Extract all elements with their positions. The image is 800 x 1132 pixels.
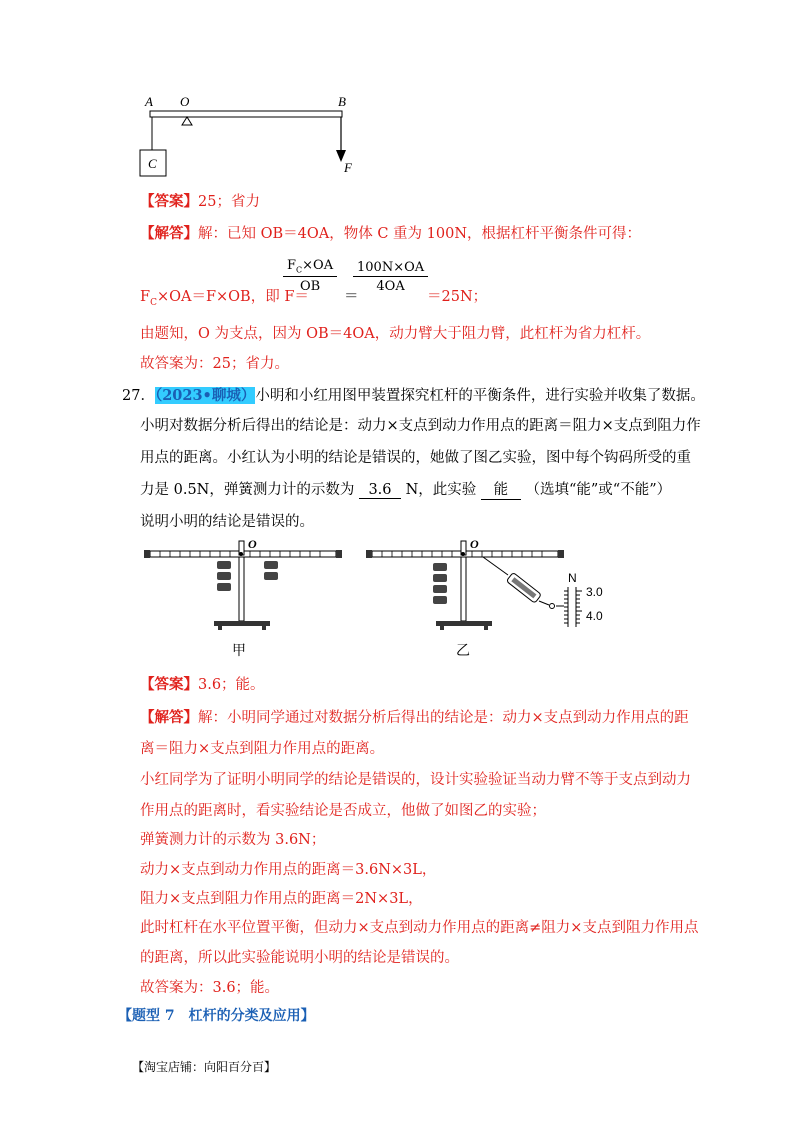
q27-stem-3: 用点的距离。小红认为小明的结论是错误的，她做了图乙实验，图中每个钩码所受的重 [140, 450, 691, 466]
q27-sol-8: 此时杠杆在水平位置平衡，但动力×支点到动力作用点的距离≠阻力×支点到阻力作用点 [140, 920, 699, 936]
solution-tag: 【解答】 [140, 225, 198, 242]
label-C: C [148, 156, 157, 171]
label-B: B [338, 94, 346, 109]
q27-sol-6: 动力×支点到动力作用点的距离＝3.6N×3L， [140, 862, 437, 878]
fraction-2: $\frac{100N\times OA}{4OA}$ [353, 260, 428, 294]
q27-answer: 【答案】3.6；能。 [140, 676, 265, 693]
fig-jia-O: O [248, 537, 257, 551]
q27-stem-5: 说明小明的结论是错误的。 [140, 514, 314, 530]
lever-figure-jia [140, 535, 350, 660]
scale-4: 4.0 [586, 609, 603, 623]
blank-1: 3.6 [359, 482, 401, 499]
q27-sol-7: 阻力×支点到阻力作用点的距离＝2N×3L， [140, 891, 423, 907]
scale-unit: N [568, 571, 577, 585]
scale-reading [564, 587, 582, 627]
lever-figure-yi [362, 535, 632, 660]
q26-reason: 由题知，O 为支点，因为 OB＝4OA，动力臂大于阻力臂，此杠杆为省力杠杆。 [140, 326, 651, 342]
q27-source: （2023•聊城） [154, 387, 256, 404]
section-heading: 【题型 7 杠杆的分类及应用】 [118, 1008, 315, 1024]
weights-left [217, 561, 231, 591]
spring-scale [506, 572, 541, 603]
lever-bar [150, 111, 342, 117]
label-A: A [145, 94, 153, 109]
q27-sol-1: 【解答】解：小明同学通过对数据分析后得出的结论是：动力×支点到动力作用点的距 [140, 709, 689, 726]
fig-yi-O: O [470, 537, 479, 551]
scale-3: 3.0 [586, 585, 603, 599]
q27-sol-3: 小红同学为了证明小明同学的结论是错误的，设计实验验证当动力臂不等于支点到动力 [140, 772, 691, 788]
q27-stem-4: 力是 0.5N，弹簧测力计的示数为 3.6 N，此实验 能 （选填“能”或“不能”） [140, 478, 671, 500]
weights-left-yi [433, 563, 447, 604]
footer-shop: 【淘宝店铺：向阳百分百】 [132, 1060, 277, 1074]
q27-sol-4: 作用点的距离时，看实验结论是否成立，他做了如图乙的实验； [140, 803, 546, 819]
q27-sol-9: 的距离，所以此实验能说明小明的结论是错误的。 [140, 950, 459, 966]
fig-label-jia: 甲 [232, 643, 246, 659]
fig-label-yi: 乙 [456, 643, 470, 659]
answer-text: 25；省力 [198, 194, 260, 210]
q27-number: 27． [122, 388, 155, 404]
label-F: F [344, 160, 352, 175]
blank-2: 能 [481, 478, 521, 500]
lever-figure-1 [130, 92, 370, 182]
q26-equation: $F_C\times OA=F\times OB$，即 F＝ [140, 289, 309, 308]
answer-tag: 【答案】 [140, 193, 198, 210]
q27-conclusion: 故答案为：3.6；能。 [140, 980, 280, 996]
eq-result: ＝25N； [427, 289, 488, 305]
q27-stem-1: 27．（2023•聊城）小明和小红用图甲装置探究杠杆的平衡条件，进行实验并收集了数据。 [122, 387, 705, 404]
solution-intro: 解：已知 OB＝4OA，物体 C 重为 100N，根据杠杆平衡条件可得： [198, 226, 642, 242]
q26-conclusion: 故答案为：25；省力。 [140, 356, 289, 372]
label-O: O [180, 94, 190, 109]
fulcrum-triangle [182, 117, 192, 125]
q27-sol-5: 弹簧测力计的示数为 3.6N； [140, 832, 326, 848]
q27-sol-2: 离＝阻力×支点到阻力作用点的距离。 [140, 741, 385, 757]
fraction-1: $\frac{F_C\times OA}{OB}$ [283, 258, 337, 294]
q26-answer [140, 190, 260, 211]
q26-solution-intro [140, 222, 641, 243]
equals-sign: ＝ [344, 289, 359, 305]
q27-stem-2: 小明对数据分析后得出的结论是：动力×支点到动力作用点的距离＝阻力×支点到阻力作 [140, 418, 701, 434]
weights-right [264, 561, 278, 580]
